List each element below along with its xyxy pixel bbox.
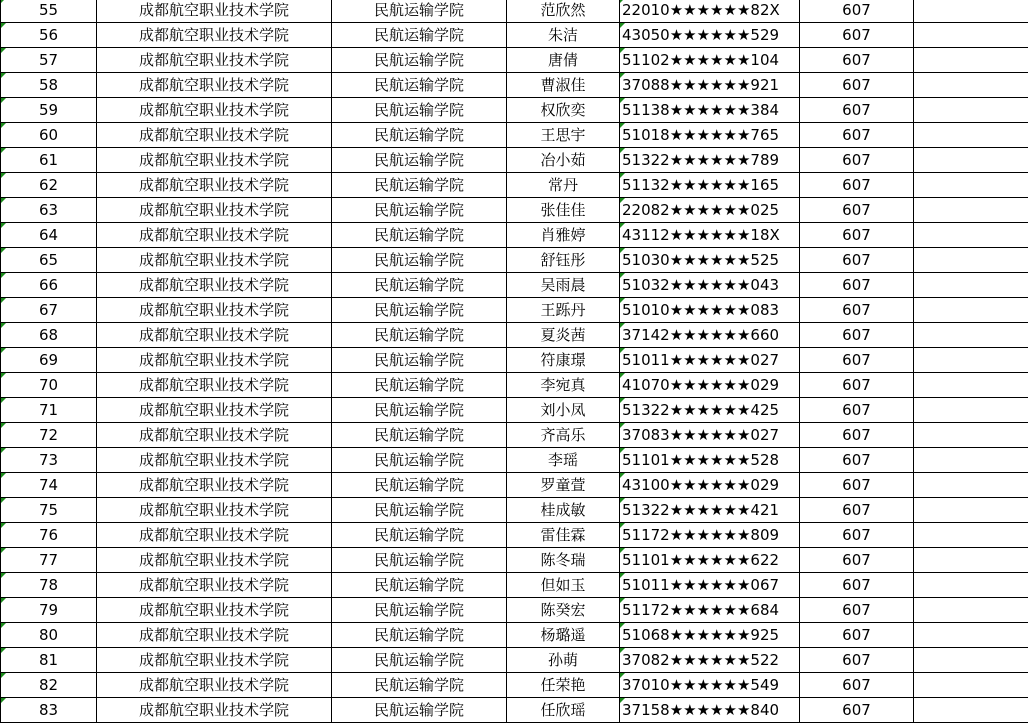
school-cell[interactable]: 成都航空职业技术学院 xyxy=(97,523,332,548)
row-index-cell[interactable]: 71 xyxy=(1,398,97,423)
score-cell[interactable]: 607 xyxy=(800,623,914,648)
college-cell[interactable]: 民航运输学院 xyxy=(332,548,507,573)
student-name-cell[interactable]: 罗童萱 xyxy=(507,473,620,498)
table-row xyxy=(1,0,1028,23)
id-number-cell[interactable]: 51322★★★★★★425 xyxy=(620,398,800,423)
student-name-cell[interactable]: 舒钰彤 xyxy=(507,248,620,273)
table-row xyxy=(1,123,1028,148)
college-cell[interactable]: 民航运输学院 xyxy=(332,298,507,323)
table-row xyxy=(1,398,1028,423)
student-name-cell[interactable]: 孙萌 xyxy=(507,648,620,673)
school-cell[interactable]: 成都航空职业技术学院 xyxy=(97,648,332,673)
row-index-cell[interactable]: 58 xyxy=(1,73,97,98)
row-index-cell[interactable]: 81 xyxy=(1,648,97,673)
empty-cell[interactable] xyxy=(914,448,1028,473)
row-index-cell[interactable]: 80 xyxy=(1,623,97,648)
student-name-cell[interactable]: 刘小凤 xyxy=(507,398,620,423)
school-cell[interactable]: 成都航空职业技术学院 xyxy=(97,673,332,698)
empty-cell[interactable] xyxy=(914,698,1028,723)
student-name-cell[interactable]: 王思宇 xyxy=(507,123,620,148)
school-cell[interactable]: 成都航空职业技术学院 xyxy=(97,298,332,323)
empty-cell[interactable] xyxy=(914,523,1028,548)
id-number-cell[interactable]: 51011★★★★★★027 xyxy=(620,348,800,373)
student-name-cell[interactable]: 朱洁 xyxy=(507,23,620,48)
student-name-cell[interactable]: 任荣艳 xyxy=(507,673,620,698)
score-cell[interactable]: 607 xyxy=(800,148,914,173)
empty-cell[interactable] xyxy=(914,423,1028,448)
college-cell[interactable]: 民航运输学院 xyxy=(332,498,507,523)
id-number-cell[interactable]: 37142★★★★★★660 xyxy=(620,323,800,348)
table-row xyxy=(1,598,1028,623)
empty-cell[interactable] xyxy=(914,123,1028,148)
row-index-cell[interactable]: 62 xyxy=(1,173,97,198)
row-index-cell[interactable]: 74 xyxy=(1,473,97,498)
score-cell[interactable]: 607 xyxy=(800,573,914,598)
student-name-cell[interactable]: 范欣然 xyxy=(507,0,620,23)
school-cell[interactable]: 成都航空职业技术学院 xyxy=(97,623,332,648)
table-row xyxy=(1,98,1028,123)
school-cell[interactable]: 成都航空职业技术学院 xyxy=(97,173,332,198)
school-cell[interactable]: 成都航空职业技术学院 xyxy=(97,473,332,498)
id-number-cell[interactable]: 37158★★★★★★840 xyxy=(620,698,800,723)
empty-cell[interactable] xyxy=(914,323,1028,348)
row-index-cell[interactable]: 56 xyxy=(1,23,97,48)
school-cell[interactable]: 成都航空职业技术学院 xyxy=(97,0,332,23)
row-index-cell[interactable]: 63 xyxy=(1,198,97,223)
id-number-cell[interactable]: 51101★★★★★★528 xyxy=(620,448,800,473)
id-number-cell[interactable]: 43050★★★★★★529 xyxy=(620,23,800,48)
table-row xyxy=(1,573,1028,598)
table-row xyxy=(1,348,1028,373)
school-cell[interactable]: 成都航空职业技术学院 xyxy=(97,498,332,523)
empty-cell[interactable] xyxy=(914,223,1028,248)
id-number-cell[interactable]: 22010★★★★★★82X xyxy=(620,0,800,23)
empty-cell[interactable] xyxy=(914,648,1028,673)
college-cell[interactable]: 民航运输学院 xyxy=(332,348,507,373)
school-cell[interactable]: 成都航空职业技术学院 xyxy=(97,148,332,173)
row-index-cell[interactable]: 68 xyxy=(1,323,97,348)
id-number-cell[interactable]: 43112★★★★★★18X xyxy=(620,223,800,248)
school-cell[interactable]: 成都航空职业技术学院 xyxy=(97,348,332,373)
empty-cell[interactable] xyxy=(914,473,1028,498)
score-cell[interactable]: 607 xyxy=(800,698,914,723)
student-name-cell[interactable]: 肖雅婷 xyxy=(507,223,620,248)
row-index-cell[interactable]: 78 xyxy=(1,573,97,598)
row-index-cell[interactable]: 64 xyxy=(1,223,97,248)
score-cell[interactable]: 607 xyxy=(800,198,914,223)
row-index-cell[interactable]: 77 xyxy=(1,548,97,573)
score-cell[interactable]: 607 xyxy=(800,548,914,573)
student-name-cell[interactable]: 唐倩 xyxy=(507,48,620,73)
score-cell[interactable]: 607 xyxy=(800,398,914,423)
score-cell[interactable]: 607 xyxy=(800,598,914,623)
school-cell[interactable]: 成都航空职业技术学院 xyxy=(97,123,332,148)
student-name-cell[interactable]: 齐高乐 xyxy=(507,423,620,448)
college-cell[interactable]: 民航运输学院 xyxy=(332,148,507,173)
score-cell[interactable]: 607 xyxy=(800,448,914,473)
student-name-cell[interactable]: 冶小茹 xyxy=(507,148,620,173)
table-row xyxy=(1,273,1028,298)
college-cell[interactable]: 民航运输学院 xyxy=(332,448,507,473)
school-cell[interactable]: 成都航空职业技术学院 xyxy=(97,248,332,273)
id-number-cell[interactable]: 51032★★★★★★043 xyxy=(620,273,800,298)
college-cell[interactable]: 民航运输学院 xyxy=(332,648,507,673)
row-index-cell[interactable]: 70 xyxy=(1,373,97,398)
college-cell[interactable]: 民航运输学院 xyxy=(332,123,507,148)
score-cell[interactable]: 607 xyxy=(800,323,914,348)
score-cell[interactable]: 607 xyxy=(800,648,914,673)
score-cell[interactable]: 607 xyxy=(800,0,914,23)
score-cell[interactable]: 607 xyxy=(800,23,914,48)
id-number-cell[interactable]: 37083★★★★★★027 xyxy=(620,423,800,448)
college-cell[interactable]: 民航运输学院 xyxy=(332,673,507,698)
college-cell[interactable]: 民航运输学院 xyxy=(332,98,507,123)
row-index-cell[interactable]: 55 xyxy=(1,0,97,23)
student-name-cell[interactable]: 符康璟 xyxy=(507,348,620,373)
school-cell[interactable]: 成都航空职业技术学院 xyxy=(97,448,332,473)
id-number-cell[interactable]: 51102★★★★★★104 xyxy=(620,48,800,73)
row-index-cell[interactable]: 73 xyxy=(1,448,97,473)
college-cell[interactable]: 民航运输学院 xyxy=(332,48,507,73)
id-number-cell[interactable]: 37082★★★★★★522 xyxy=(620,648,800,673)
student-name-cell[interactable]: 但如玉 xyxy=(507,573,620,598)
empty-cell[interactable] xyxy=(914,573,1028,598)
school-cell[interactable]: 成都航空职业技术学院 xyxy=(97,548,332,573)
empty-cell[interactable] xyxy=(914,398,1028,423)
id-number-cell[interactable]: 51172★★★★★★809 xyxy=(620,523,800,548)
score-cell[interactable]: 607 xyxy=(800,473,914,498)
student-name-cell[interactable]: 王跞丹 xyxy=(507,298,620,323)
id-number-cell[interactable]: 51322★★★★★★421 xyxy=(620,498,800,523)
college-cell[interactable]: 民航运输学院 xyxy=(332,398,507,423)
empty-cell[interactable] xyxy=(914,673,1028,698)
empty-cell[interactable] xyxy=(914,148,1028,173)
student-name-cell[interactable]: 陈癸宏 xyxy=(507,598,620,623)
empty-cell[interactable] xyxy=(914,173,1028,198)
empty-cell[interactable] xyxy=(914,598,1028,623)
college-cell[interactable]: 民航运输学院 xyxy=(332,423,507,448)
table-row xyxy=(1,623,1028,648)
id-number-cell[interactable]: 51030★★★★★★525 xyxy=(620,248,800,273)
empty-cell[interactable] xyxy=(914,298,1028,323)
score-cell[interactable]: 607 xyxy=(800,173,914,198)
row-index-cell[interactable]: 67 xyxy=(1,298,97,323)
student-name-cell[interactable]: 夏炎茜 xyxy=(507,323,620,348)
school-cell[interactable]: 成都航空职业技术学院 xyxy=(97,48,332,73)
id-number-cell[interactable]: 51011★★★★★★067 xyxy=(620,573,800,598)
table-row xyxy=(1,523,1028,548)
table-row xyxy=(1,448,1028,473)
row-index-cell[interactable]: 79 xyxy=(1,598,97,623)
college-cell[interactable]: 民航运输学院 xyxy=(332,373,507,398)
school-cell[interactable]: 成都航空职业技术学院 xyxy=(97,573,332,598)
school-cell[interactable]: 成都航空职业技术学院 xyxy=(97,698,332,723)
college-cell[interactable]: 民航运输学院 xyxy=(332,323,507,348)
id-number-cell[interactable]: 43100★★★★★★029 xyxy=(620,473,800,498)
table-row xyxy=(1,473,1028,498)
student-name-cell[interactable]: 张佳佳 xyxy=(507,198,620,223)
score-cell[interactable]: 607 xyxy=(800,73,914,98)
row-index-cell[interactable]: 72 xyxy=(1,423,97,448)
table-row xyxy=(1,223,1028,248)
empty-cell[interactable] xyxy=(914,73,1028,98)
college-cell[interactable]: 民航运输学院 xyxy=(332,223,507,248)
school-cell[interactable]: 成都航空职业技术学院 xyxy=(97,73,332,98)
row-index-cell[interactable]: 57 xyxy=(1,48,97,73)
table-row xyxy=(1,498,1028,523)
table-row xyxy=(1,298,1028,323)
student-name-cell[interactable]: 吴雨晨 xyxy=(507,273,620,298)
school-cell[interactable]: 成都航空职业技术学院 xyxy=(97,273,332,298)
college-cell[interactable]: 民航运输学院 xyxy=(332,273,507,298)
student-name-cell[interactable]: 权欣奕 xyxy=(507,98,620,123)
college-cell[interactable]: 民航运输学院 xyxy=(332,0,507,23)
college-cell[interactable]: 民航运输学院 xyxy=(332,73,507,98)
student-name-cell[interactable]: 常丹 xyxy=(507,173,620,198)
college-cell[interactable]: 民航运输学院 xyxy=(332,698,507,723)
college-cell[interactable]: 民航运输学院 xyxy=(332,198,507,223)
school-cell[interactable]: 成都航空职业技术学院 xyxy=(97,598,332,623)
table-row xyxy=(1,673,1028,698)
row-index-cell[interactable]: 82 xyxy=(1,673,97,698)
table-row xyxy=(1,698,1028,723)
table-row xyxy=(1,548,1028,573)
empty-cell[interactable] xyxy=(914,198,1028,223)
student-name-cell[interactable]: 陈冬瑞 xyxy=(507,548,620,573)
college-cell[interactable]: 民航运输学院 xyxy=(332,473,507,498)
college-cell[interactable]: 民航运输学院 xyxy=(332,23,507,48)
score-cell[interactable]: 607 xyxy=(800,298,914,323)
row-index-cell[interactable]: 61 xyxy=(1,148,97,173)
empty-cell[interactable] xyxy=(914,373,1028,398)
score-cell[interactable]: 607 xyxy=(800,348,914,373)
empty-cell[interactable] xyxy=(914,0,1028,23)
college-cell[interactable]: 民航运输学院 xyxy=(332,623,507,648)
college-cell[interactable]: 民航运输学院 xyxy=(332,173,507,198)
id-number-cell[interactable]: 51172★★★★★★684 xyxy=(620,598,800,623)
id-number-cell[interactable]: 51138★★★★★★384 xyxy=(620,98,800,123)
table-body xyxy=(1,0,1028,723)
student-name-cell[interactable]: 李瑶 xyxy=(507,448,620,473)
score-cell[interactable]: 607 xyxy=(800,98,914,123)
score-cell[interactable]: 607 xyxy=(800,523,914,548)
school-cell[interactable]: 成都航空职业技术学院 xyxy=(97,198,332,223)
student-name-cell[interactable]: 任欣瑶 xyxy=(507,698,620,723)
empty-cell[interactable] xyxy=(914,273,1028,298)
student-name-cell[interactable]: 杨璐遥 xyxy=(507,623,620,648)
empty-cell[interactable] xyxy=(914,23,1028,48)
student-name-cell[interactable]: 曹淑佳 xyxy=(507,73,620,98)
table-row xyxy=(1,373,1028,398)
table-row xyxy=(1,148,1028,173)
school-cell[interactable]: 成都航空职业技术学院 xyxy=(97,223,332,248)
row-index-cell[interactable]: 69 xyxy=(1,348,97,373)
table-row xyxy=(1,23,1028,48)
row-index-cell[interactable]: 66 xyxy=(1,273,97,298)
table-row xyxy=(1,248,1028,273)
row-index-cell[interactable]: 76 xyxy=(1,523,97,548)
id-number-cell[interactable]: 51101★★★★★★622 xyxy=(620,548,800,573)
score-cell[interactable]: 607 xyxy=(800,673,914,698)
empty-cell[interactable] xyxy=(914,48,1028,73)
table-row xyxy=(1,198,1028,223)
school-cell[interactable]: 成都航空职业技术学院 xyxy=(97,423,332,448)
table-row xyxy=(1,48,1028,73)
score-cell[interactable]: 607 xyxy=(800,248,914,273)
row-index-cell[interactable]: 59 xyxy=(1,98,97,123)
school-cell[interactable]: 成都航空职业技术学院 xyxy=(97,398,332,423)
row-index-cell[interactable]: 60 xyxy=(1,123,97,148)
empty-cell[interactable] xyxy=(914,498,1028,523)
student-name-cell[interactable]: 桂成敏 xyxy=(507,498,620,523)
row-index-cell[interactable]: 75 xyxy=(1,498,97,523)
school-cell[interactable]: 成都航空职业技术学院 xyxy=(97,23,332,48)
table-row xyxy=(1,73,1028,98)
score-cell[interactable]: 607 xyxy=(800,273,914,298)
id-number-cell[interactable]: 51018★★★★★★765 xyxy=(620,123,800,148)
score-cell[interactable]: 607 xyxy=(800,48,914,73)
college-cell[interactable]: 民航运输学院 xyxy=(332,248,507,273)
id-number-cell[interactable]: 51068★★★★★★925 xyxy=(620,623,800,648)
empty-cell[interactable] xyxy=(914,248,1028,273)
school-cell[interactable]: 成都航空职业技术学院 xyxy=(97,323,332,348)
table-row xyxy=(1,173,1028,198)
student-name-cell[interactable]: 李宛真 xyxy=(507,373,620,398)
empty-cell[interactable] xyxy=(914,348,1028,373)
score-cell[interactable]: 607 xyxy=(800,223,914,248)
table-row xyxy=(1,648,1028,673)
college-cell[interactable]: 民航运输学院 xyxy=(332,573,507,598)
score-cell[interactable]: 607 xyxy=(800,423,914,448)
empty-cell[interactable] xyxy=(914,548,1028,573)
college-cell[interactable]: 民航运输学院 xyxy=(332,523,507,548)
table-row xyxy=(1,423,1028,448)
school-cell[interactable]: 成都航空职业技术学院 xyxy=(97,98,332,123)
empty-cell[interactable] xyxy=(914,98,1028,123)
score-cell[interactable]: 607 xyxy=(800,498,914,523)
college-cell[interactable]: 民航运输学院 xyxy=(332,598,507,623)
score-cell[interactable]: 607 xyxy=(800,123,914,148)
id-number-cell[interactable]: 22082★★★★★★025 xyxy=(620,198,800,223)
id-number-cell[interactable]: 37088★★★★★★921 xyxy=(620,73,800,98)
id-number-cell[interactable]: 51132★★★★★★165 xyxy=(620,173,800,198)
id-number-cell[interactable]: 51322★★★★★★789 xyxy=(620,148,800,173)
student-name-cell[interactable]: 雷佳霖 xyxy=(507,523,620,548)
id-number-cell[interactable]: 51010★★★★★★083 xyxy=(620,298,800,323)
id-number-cell[interactable]: 37010★★★★★★549 xyxy=(620,673,800,698)
school-cell[interactable]: 成都航空职业技术学院 xyxy=(97,373,332,398)
table-row xyxy=(1,323,1028,348)
row-index-cell[interactable]: 65 xyxy=(1,248,97,273)
score-cell[interactable]: 607 xyxy=(800,373,914,398)
empty-cell[interactable] xyxy=(914,623,1028,648)
id-number-cell[interactable]: 41070★★★★★★029 xyxy=(620,373,800,398)
row-index-cell[interactable]: 83 xyxy=(1,698,97,723)
